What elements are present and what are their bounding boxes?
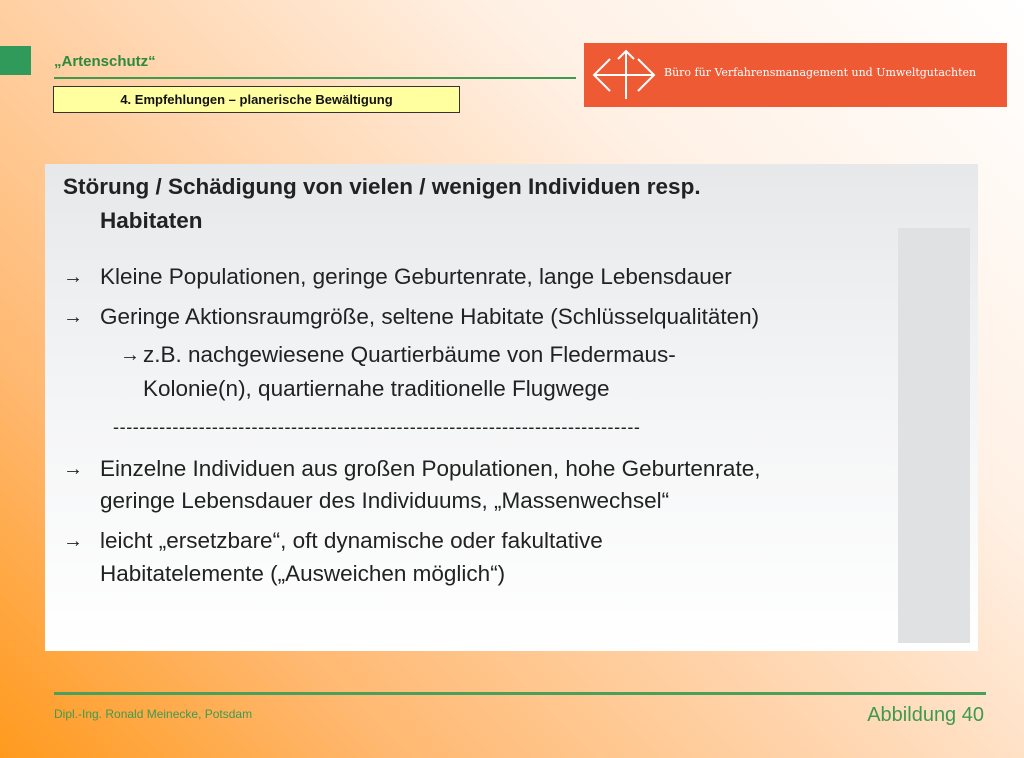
logo-arrows-icon [590, 47, 660, 103]
sub-bullet-arrow: → [120, 344, 140, 366]
bullet-arrow: → [63, 458, 83, 480]
logo-text: Büro für Verfahrensmanagement und Umweltgutachten [664, 66, 977, 79]
sub-bullet-text: z.B. nachgewiesene Quartierbäume von Fledermaus- [143, 342, 676, 367]
footer-author: Dipl.-Ing. Ronald Meinecke, Potsdam [54, 707, 253, 721]
content-heading-line-1: Störung / Schädigung von vielen / wenigen Individuen resp. [63, 174, 701, 199]
bullet-text: Einzelne Individuen aus großen Populationen, hohe Geburtenrate, [100, 456, 761, 481]
content-side-strip [898, 228, 970, 643]
section-subtitle: 4. Empfehlungen – planerische Bewältigung [53, 86, 460, 113]
content-heading-line-2: Habitaten [100, 208, 203, 233]
bullet-text: leicht „ersetzbare“, oft dynamische oder fakultative [100, 528, 603, 553]
title-rule [54, 77, 576, 79]
figure-label: Abbildung 40 [867, 704, 984, 726]
content-panel [45, 164, 978, 651]
bullet-text: Geringe Aktionsraumgröße, seltene Habitate (Schlüsselqualitäten) [100, 304, 760, 329]
bullet-text: Habitatelemente („Ausweichen möglich“) [100, 561, 506, 586]
bullet-text: Kleine Populationen, geringe Geburtenrate, lange Lebensdauer [100, 264, 732, 289]
bullet-text: geringe Lebensdauer des Individuums, „Massenwechsel“ [100, 488, 670, 513]
bullet-arrow: → [63, 306, 83, 328]
separator-dashes: -------------------------------------------------------------------------------- [113, 417, 641, 437]
sub-bullet-text: Kolonie(n), quartiernahe traditionelle Flugwege [143, 376, 610, 401]
page-title: „Artenschutz“ [54, 53, 156, 70]
bullet-arrow: → [63, 530, 83, 552]
company-logo [584, 43, 1007, 107]
bullet-arrow: → [63, 266, 83, 288]
footer-rule [54, 692, 986, 695]
corner-square [0, 46, 31, 75]
